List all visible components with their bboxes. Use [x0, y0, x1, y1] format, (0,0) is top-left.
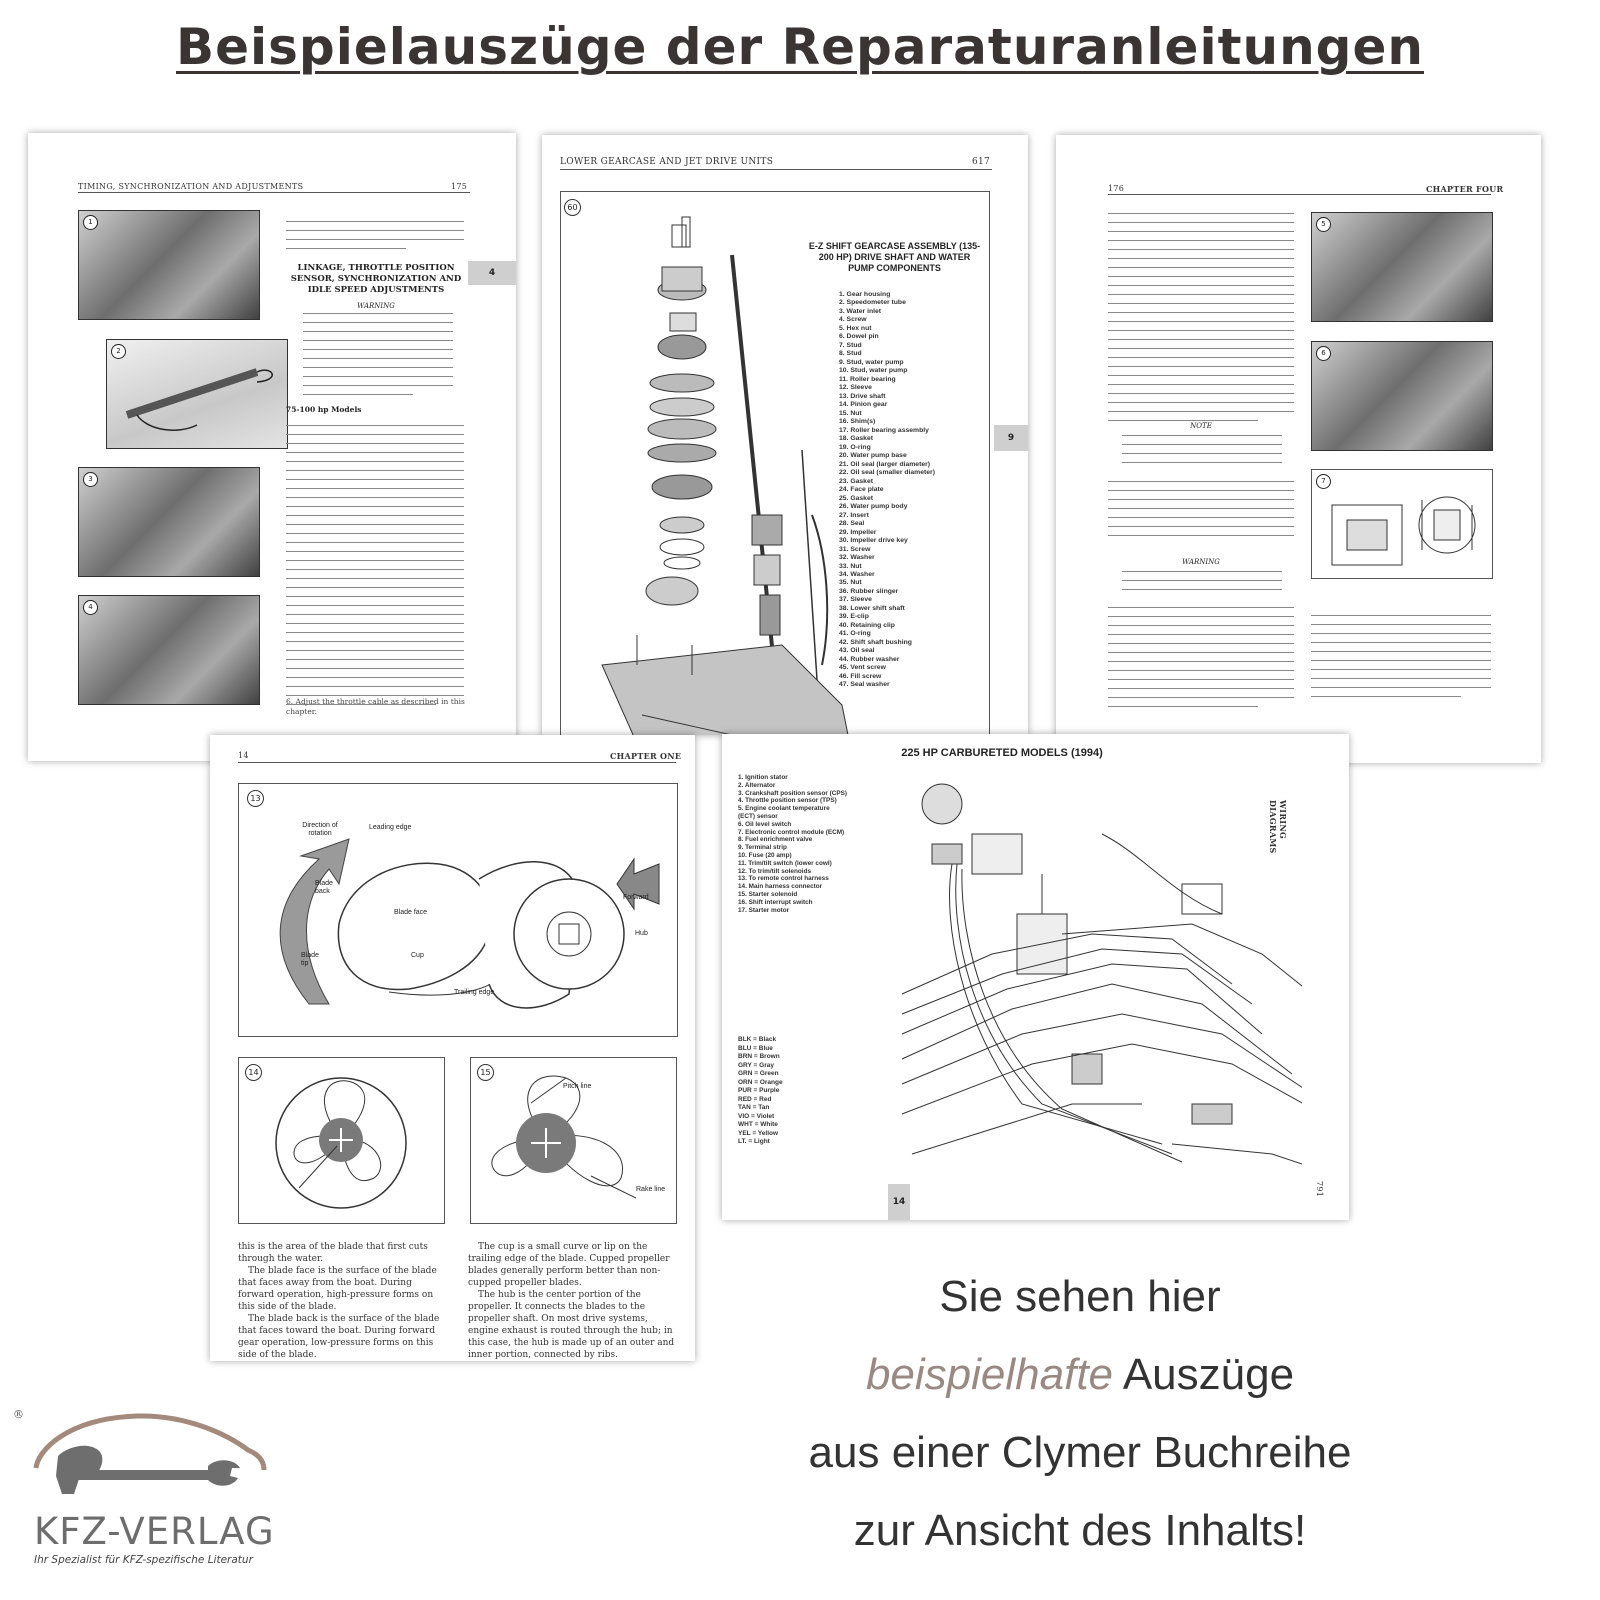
page-number: 14 [238, 751, 249, 760]
logo-name: KFZ-VERLAG [34, 1510, 275, 1553]
tagline-line-1: Sie sehen hier [939, 1272, 1221, 1321]
list-item: 28. Seal [839, 520, 865, 528]
list-item: 2. Speedometer tube [839, 299, 906, 307]
list-item: PUR = Purple [738, 1087, 780, 1094]
wiring-diagram-drawing [842, 774, 1302, 1194]
list-item: 41. O-ring [839, 630, 871, 638]
blade-tip-label: Blade tip [301, 952, 319, 967]
list-item: 37. Sleeve [839, 596, 872, 604]
list-item: 4. Screw [839, 316, 867, 324]
body-text-lines [286, 221, 464, 249]
carburetor-drawing [1312, 470, 1492, 578]
list-item: 7. Stud [839, 341, 862, 349]
list-item: VIO = Violet [738, 1112, 775, 1120]
logo-tagline: Ihr Spezialist für KFZ-spezifische Literatur [34, 1554, 253, 1566]
running-head: TIMING, SYNCHRONIZATION AND ADJUSTMENTS [78, 182, 304, 191]
warning-text-lines [303, 313, 453, 403]
list-item: 39. E-clip [839, 613, 869, 621]
figure-number: 5 [1316, 217, 1331, 232]
running-head: CHAPTER ONE [610, 751, 682, 761]
running-head: CHAPTER FOUR [1426, 184, 1504, 194]
body-text-lines [1311, 615, 1491, 697]
running-head: LOWER GEARCASE AND JET DRIVE UNITS [560, 157, 774, 167]
figure-number: 6 [1316, 346, 1331, 361]
section-heading: LINKAGE, THROTTLE POSITION SENSOR, SYNCHRONIZATION AND IDLE SPEED ADJUSTMENTS [290, 263, 462, 295]
figure-number: 13 [247, 790, 264, 807]
list-item: 46. Fill screw [839, 672, 882, 680]
pitch-line-label: Pitch line [563, 1083, 592, 1090]
list-item: 13. Drive shaft [839, 392, 886, 400]
note-text-lines [1122, 435, 1282, 471]
list-item: 6. Oil level switch [738, 820, 792, 828]
direction-of-rotation-label: Direction of rotation [302, 822, 338, 837]
paragraph: The cup is a small curve or lip on the trailing edge of the blade. Cupped propeller blades generally perform better than non-cupped propeller blades. [468, 1242, 670, 1288]
list-item: 25. Gasket [839, 494, 874, 502]
page-number: 175 [451, 182, 468, 191]
list-item: 1. Ignition stator [738, 774, 788, 781]
figure-photo [78, 595, 260, 705]
list-item: 5. Engine coolant temperature (ECT) sensor [738, 805, 830, 820]
paragraph: this is the area of the blade that first cuts through the water. [238, 1242, 428, 1264]
list-item: 23. Gasket [839, 477, 874, 485]
trailing-edge-label: Trailing edge [454, 989, 495, 996]
tagline-line-2 [700, 1350, 1460, 1400]
chapter-tab: 9 [994, 425, 1028, 451]
harness-drawing [107, 340, 287, 448]
list-item: 15. Nut [839, 409, 862, 417]
figure-number: 7 [1316, 474, 1331, 489]
list-item: 16. Shift interrupt switch [738, 898, 813, 906]
figure-number: 1 [83, 215, 98, 230]
paragraph: The blade back is the surface of the blade that faces toward the boat. During forward gear operation, low-pressure forms on this side of the blade. [238, 1314, 440, 1360]
list-item: 43. Oil seal [839, 647, 875, 655]
figure-frame [238, 1057, 445, 1224]
list-item: 9. Terminal strip [738, 844, 787, 852]
list-item: 20. Water pump base [839, 452, 907, 460]
figure-number: 15 [477, 1064, 494, 1081]
list-item: 22. Oil seal (smaller diameter) [839, 469, 935, 477]
list-item: BLK = Black [738, 1036, 777, 1043]
list-item: GRN = Green [738, 1070, 779, 1077]
list-item: 12. To trim/tilt solenoids [738, 867, 812, 875]
list-item: 8. Stud [839, 350, 862, 358]
list-item: 21. Oil seal (larger diameter) [839, 460, 931, 468]
blade-back-label: Blade back [315, 880, 333, 895]
tagline-emphasis: beispielhafte [865, 1350, 1114, 1399]
list-item: 14. Pinion gear [839, 401, 888, 409]
list-item: 30. Impeller drive key [839, 537, 908, 545]
list-item: 12. Sleeve [839, 384, 872, 392]
list-item: 10. Stud, water pump [839, 367, 908, 375]
list-item: LT. = Light [738, 1138, 770, 1145]
list-item: BLU = Blue [738, 1044, 773, 1052]
warning-label: WARNING [357, 302, 395, 310]
hub-label: Hub [635, 930, 648, 937]
subheading: 75-100 hp Models [286, 405, 362, 414]
list-item: 32. Washer [839, 554, 875, 562]
exploded-view-drawing [582, 195, 882, 735]
figure-frame [470, 1057, 677, 1224]
list-item: 45. Vent screw [839, 664, 886, 672]
list-item: 18. Gasket [839, 435, 874, 443]
head-rule [560, 169, 992, 170]
diagram-title: E-Z SHIFT GEARCASE ASSEMBLY (135-200 HP) DRIVE SHAFT AND WATER PUMP COMPONENTS [808, 241, 981, 273]
head-rule [238, 762, 676, 763]
list-item: 3. Crankshaft position sensor (CPS) [738, 789, 848, 797]
figure-photo [1311, 341, 1493, 451]
warning-text-lines [1122, 571, 1282, 598]
body-text-lines [1108, 213, 1294, 421]
car-wrench-icon [28, 1410, 268, 1510]
sample-page-chapter-four [1056, 135, 1541, 763]
figure-number: 14 [245, 1064, 262, 1081]
body-text-lines [1108, 481, 1294, 544]
list-item: RED = Red [738, 1095, 772, 1103]
list-item: 17. Roller bearing assembly [839, 426, 929, 434]
propeller-front-view [239, 1058, 444, 1223]
figure-photo [78, 210, 260, 320]
list-item: 5. Hex nut [839, 324, 872, 332]
page-header [0, 18, 1600, 76]
leading-edge-label: Leading edge [369, 824, 412, 831]
list-item: GRY = Gray [738, 1061, 774, 1069]
page-number: 176 [1108, 184, 1125, 193]
list-item: 34. Washer [839, 570, 875, 578]
chapter-tab: 14 [888, 1184, 910, 1220]
list-item: 14. Main harness connector [738, 883, 823, 891]
registered-mark: ® [13, 1408, 24, 1421]
page-number: 791 [1315, 1181, 1324, 1198]
list-item: 2. Alternator [738, 781, 776, 789]
note-label: NOTE [1190, 422, 1212, 430]
list-item: TAN = Tan [738, 1104, 770, 1111]
list-item: 38. Lower shift shaft [839, 604, 905, 612]
body-column-1 [238, 1241, 448, 1361]
list-item: 3. Water inlet [839, 307, 882, 315]
diagram-title: 225 HP CARBURETED MODELS (1994) [901, 747, 1103, 759]
figure-number: 4 [83, 600, 98, 615]
cup-label: Cup [411, 952, 424, 959]
tagline-line-4: zur Ansicht des Inhalts! [853, 1506, 1307, 1555]
body-text-lines [286, 425, 464, 705]
chapter-tab: 4 [468, 261, 516, 285]
last-step: 6. Adjust the throttle cable as described in this chapter. [286, 697, 465, 716]
wire-color-key [738, 1036, 828, 1147]
sample-page-timing [28, 133, 516, 761]
list-item: 33. Nut [839, 562, 862, 570]
list-item: 44. Rubber washer [839, 655, 900, 663]
body-column-2 [468, 1241, 678, 1361]
components-list [738, 774, 848, 914]
list-item: 17. Starter motor [738, 906, 790, 914]
page-number: 617 [972, 157, 991, 167]
list-item: 35. Nut [839, 579, 862, 587]
figure-photo [78, 467, 260, 577]
list-item: 29. Impeller [839, 528, 877, 536]
body-text-lines [1108, 607, 1294, 707]
list-item: 16. Shim(s) [839, 418, 876, 426]
list-item: 36. Rubber slinger [839, 587, 899, 595]
figure-frame [1311, 469, 1493, 579]
header-title: Beispielauszüge der Reparaturanleitungen [176, 18, 1424, 76]
list-item: WHT = White [738, 1121, 778, 1128]
list-item: 24. Face plate [839, 486, 884, 494]
figure-frame [238, 783, 678, 1037]
figure-number: 60 [564, 199, 581, 216]
list-item: 27. Insert [839, 511, 869, 519]
paragraph: The hub is the center portion of the propeller. It connects the blades to the propeller shaft. On most drive systems, engine exhaust is routed through the hub; in this case, the hub is made up of an outer and inner portion, connected by ribs. [468, 1290, 675, 1360]
rake-line-label: Rake line [636, 1186, 666, 1193]
list-item: 9. Stud, water pump [839, 358, 904, 366]
list-item: 6. Dowel pin [839, 333, 879, 341]
list-item: 13. To remote control harness [738, 875, 829, 883]
list-item: 26. Water pump body [839, 503, 908, 511]
list-item: 15. Starter solenoid [738, 890, 798, 898]
blade-face-label: Blade face [394, 909, 428, 916]
side-label: WIRING DIAGRAMS [1268, 800, 1288, 854]
list-item: 42. Shift shaft bushing [839, 638, 912, 646]
figure-number: 3 [83, 472, 98, 487]
sample-page-wiring [722, 734, 1349, 1220]
list-item: 11. Trim/tilt switch (lower cowl) [738, 859, 832, 867]
paragraph: The blade face is the surface of the blade that faces away from the boat. During forward operation, high-pressure forms on this side of the blade. [238, 1266, 437, 1312]
list-item: YEL = Yellow [738, 1129, 779, 1137]
list-item: 11. Roller bearing [839, 375, 896, 383]
figure-photo [106, 339, 288, 449]
list-item: 8. Fuel enrichment valve [738, 836, 813, 844]
list-item: ORN = Orange [738, 1078, 783, 1086]
sample-page-chapter-one [210, 735, 695, 1361]
list-item: 4. Throttle position sensor (TPS) [738, 797, 837, 805]
list-item: 19. O-ring [839, 443, 871, 451]
sample-page-gearcase [542, 135, 1028, 735]
warning-label: WARNING [1182, 558, 1220, 566]
list-item: BRN = Brown [738, 1053, 780, 1060]
forward-label: Forward [623, 894, 649, 901]
figure-number: 2 [111, 344, 126, 359]
list-item: 7. Electronic control module (ECM) [738, 828, 845, 836]
list-item: 31. Screw [839, 545, 871, 553]
list-item: 40. Retaining clip [839, 621, 895, 629]
figure-photo [1311, 212, 1493, 322]
list-item: 1. Gear housing [839, 291, 891, 298]
list-item: 47. Seal washer [839, 681, 890, 689]
head-rule [1108, 194, 1491, 195]
tagline-line-3: aus einer Clymer Buchreihe [808, 1428, 1352, 1477]
tagline-line-2-rest: Auszüge [1113, 1350, 1295, 1399]
list-item: 10. Fuse (20 amp) [738, 851, 792, 859]
head-rule [78, 192, 470, 193]
